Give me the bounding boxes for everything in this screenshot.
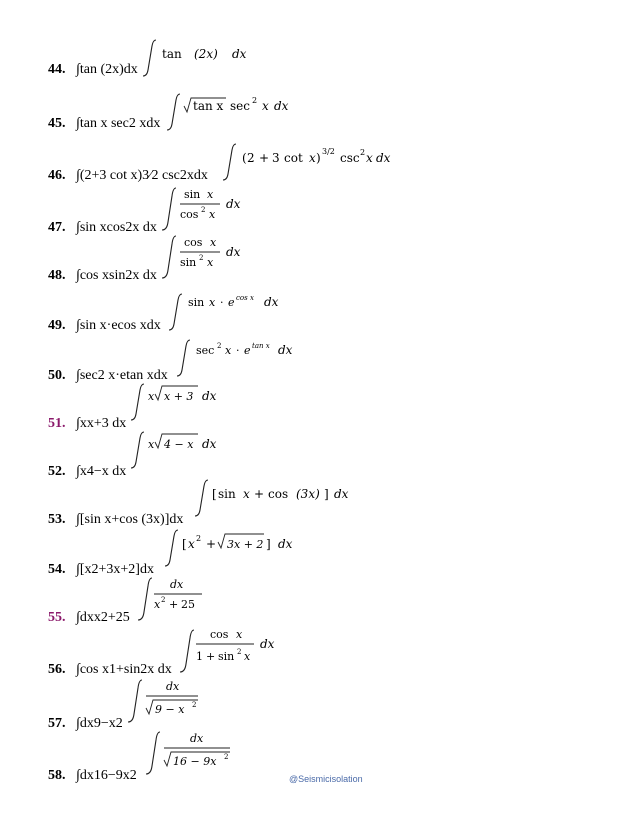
problem-number: 55. — [48, 610, 66, 625]
svg-text:+: + — [206, 650, 216, 663]
svg-text:2: 2 — [192, 701, 197, 709]
math-54 — [164, 526, 324, 573]
svg-text:dx: dx — [274, 99, 289, 113]
svg-text:[: [ — [212, 487, 217, 501]
problem-number: 57. — [48, 716, 66, 731]
svg-text:sin: sin — [188, 296, 205, 309]
problem-number: 56. — [48, 662, 66, 677]
svg-text:(: ( — [242, 151, 247, 165]
svg-text:cos: cos — [184, 236, 203, 249]
svg-text:2: 2 — [199, 254, 204, 262]
integral-icon — [176, 336, 316, 380]
problem-number: 50. — [48, 368, 66, 383]
svg-text:4 − x: 4 − x — [164, 438, 194, 451]
integral-icon — [178, 626, 288, 676]
svg-text:e: e — [228, 296, 235, 309]
svg-text:1: 1 — [196, 650, 203, 663]
problem-number: 52. — [48, 464, 66, 479]
problem-text: ∫tan x sec2 xdx — [76, 116, 161, 131]
svg-text:2: 2 — [224, 753, 229, 761]
svg-text:dx: dx — [226, 245, 241, 259]
math-58 — [144, 728, 244, 781]
svg-text:x: x — [209, 296, 216, 309]
svg-text:2: 2 — [201, 206, 206, 214]
svg-text:x: x — [309, 151, 316, 165]
integral-icon — [142, 36, 282, 80]
svg-text:tan x: tan x — [193, 99, 224, 113]
math-56 — [178, 626, 288, 679]
svg-text:x: x — [236, 628, 243, 641]
problem-text: ∫tan (2x)dx — [76, 62, 138, 77]
svg-text:x: x — [207, 188, 214, 201]
integral-icon — [194, 476, 354, 520]
svg-text:+: + — [206, 537, 217, 551]
svg-text:2: 2 — [252, 96, 258, 105]
svg-text:dx: dx — [202, 437, 217, 451]
svg-text:3/2: 3/2 — [322, 147, 335, 156]
problem-number: 44. — [48, 62, 66, 77]
svg-text:sin: sin — [180, 256, 197, 269]
problem-text: ∫(2+3 cot x)3⁄2 csc2xdx — [76, 168, 208, 183]
problem-number: 49. — [48, 318, 66, 333]
svg-text:25: 25 — [181, 598, 195, 611]
svg-text:cos x: cos x — [236, 294, 254, 302]
svg-text:cos: cos — [180, 208, 199, 221]
svg-text:x: x — [209, 208, 216, 221]
svg-text:csc: csc — [340, 151, 360, 165]
svg-text:x: x — [148, 438, 155, 451]
svg-text:]: ] — [324, 487, 329, 501]
integral-icon — [130, 380, 250, 424]
problem-text: ∫cos x1+sin2x dx — [76, 662, 172, 677]
integral-icon — [168, 290, 308, 334]
svg-text:(3x): (3x) — [296, 487, 320, 501]
math-50 — [176, 336, 316, 383]
svg-text:x: x — [244, 650, 251, 663]
problem-number: 58. — [48, 768, 66, 783]
svg-text:dx: dx — [260, 637, 275, 651]
problem-number: 54. — [48, 562, 66, 577]
svg-text:16 − 9x: 16 − 9x — [173, 755, 217, 768]
svg-text:3x + 2: 3x + 2 — [227, 538, 264, 551]
svg-text:e: e — [244, 344, 251, 357]
problem-text: ∫cos xsin2x dx — [76, 268, 157, 283]
math-47 — [160, 184, 260, 237]
svg-text:sec: sec — [196, 344, 215, 357]
problem-text: ∫dxx2+25 — [76, 610, 130, 625]
problem-number: 47. — [48, 220, 66, 235]
svg-text:dx: dx — [334, 487, 349, 501]
problem-text: ∫xx+3 dx — [76, 416, 127, 431]
problem-number: 48. — [48, 268, 66, 283]
svg-text:dx: dx — [190, 732, 204, 745]
svg-text:3: 3 — [272, 151, 280, 165]
problem-text: ∫sec2 x·etan xdx — [76, 368, 168, 383]
problem-text: ∫sin xcos2x dx — [76, 220, 157, 235]
svg-text:sin: sin — [218, 650, 235, 663]
watermark: @Seismicisolation — [289, 774, 363, 784]
problem-text: ∫[x2+3x+2]dx — [76, 562, 154, 577]
integral-icon — [222, 140, 402, 184]
svg-text:2: 2 — [161, 596, 166, 604]
svg-text:tan: tan — [162, 47, 182, 61]
svg-text:sin: sin — [218, 487, 236, 501]
integral-icon — [144, 728, 244, 778]
problem-text: ∫dx16−9x2 — [76, 768, 137, 783]
problem-text: ∫sin x·ecos xdx — [76, 318, 161, 333]
math-44 — [142, 36, 282, 83]
svg-text:dx: dx — [166, 680, 180, 693]
svg-text:cos: cos — [210, 628, 229, 641]
svg-text:cot: cot — [284, 151, 303, 165]
math-53 — [194, 476, 354, 523]
problem-number: 45. — [48, 116, 66, 131]
svg-text:2: 2 — [360, 148, 366, 157]
svg-text:dx: dx — [170, 578, 184, 591]
integral-icon — [166, 90, 326, 134]
problem-number: 51. — [48, 416, 66, 431]
svg-text:x + 3: x + 3 — [164, 390, 194, 403]
svg-text:·: · — [220, 296, 224, 309]
svg-text:dx: dx — [202, 389, 217, 403]
math-57 — [126, 676, 216, 729]
svg-text:dx: dx — [278, 537, 293, 551]
svg-text:dx: dx — [278, 343, 293, 357]
math-49 — [168, 290, 308, 337]
svg-text:[: [ — [182, 537, 187, 551]
svg-text:x: x — [225, 344, 232, 357]
integral-icon — [136, 574, 226, 624]
svg-text:2: 2 — [237, 648, 242, 656]
svg-text:): ) — [316, 151, 321, 165]
svg-text:+: + — [259, 151, 270, 165]
svg-text:dx: dx — [226, 197, 241, 211]
svg-text:2: 2 — [196, 534, 202, 543]
math-55 — [136, 574, 226, 627]
math-45 — [166, 90, 326, 137]
svg-text:x: x — [366, 151, 373, 165]
svg-text:+: + — [169, 598, 179, 611]
svg-text:x: x — [210, 236, 217, 249]
svg-text:x: x — [207, 256, 214, 269]
svg-text:cos: cos — [268, 487, 289, 501]
svg-text:x: x — [154, 598, 161, 611]
svg-text:2: 2 — [247, 151, 255, 165]
svg-text:·: · — [236, 344, 240, 357]
integral-icon — [130, 428, 250, 472]
svg-text:sec: sec — [230, 99, 250, 113]
problem-text: ∫dx9−x2 — [76, 716, 123, 731]
svg-text:dx: dx — [264, 295, 279, 309]
svg-text:x: x — [148, 390, 155, 403]
svg-text:(2x): (2x) — [194, 47, 218, 61]
svg-text:9 − x: 9 − x — [155, 703, 185, 716]
svg-text:+: + — [254, 487, 265, 501]
svg-text:x: x — [188, 537, 195, 551]
math-46 — [222, 140, 402, 187]
math-52 — [130, 428, 250, 475]
math-48 — [160, 232, 260, 285]
svg-text:]: ] — [266, 537, 271, 551]
integral-icon — [164, 526, 324, 570]
svg-text:dx: dx — [376, 151, 391, 165]
integral-icon — [126, 676, 216, 726]
problem-number: 53. — [48, 512, 66, 527]
problem-number: 46. — [48, 168, 66, 183]
svg-text:sin: sin — [184, 188, 201, 201]
svg-text:dx: dx — [232, 47, 247, 61]
problem-text: ∫[sin x+cos (3x)]dx — [76, 512, 184, 527]
svg-text:x: x — [262, 99, 269, 113]
svg-text:x: x — [243, 487, 250, 501]
problem-text: ∫x4−x dx — [76, 464, 127, 479]
svg-text:tan x: tan x — [252, 342, 270, 350]
math-51 — [130, 380, 250, 427]
integral-icon — [160, 232, 260, 282]
integral-icon — [160, 184, 260, 234]
svg-text:2: 2 — [217, 342, 222, 350]
